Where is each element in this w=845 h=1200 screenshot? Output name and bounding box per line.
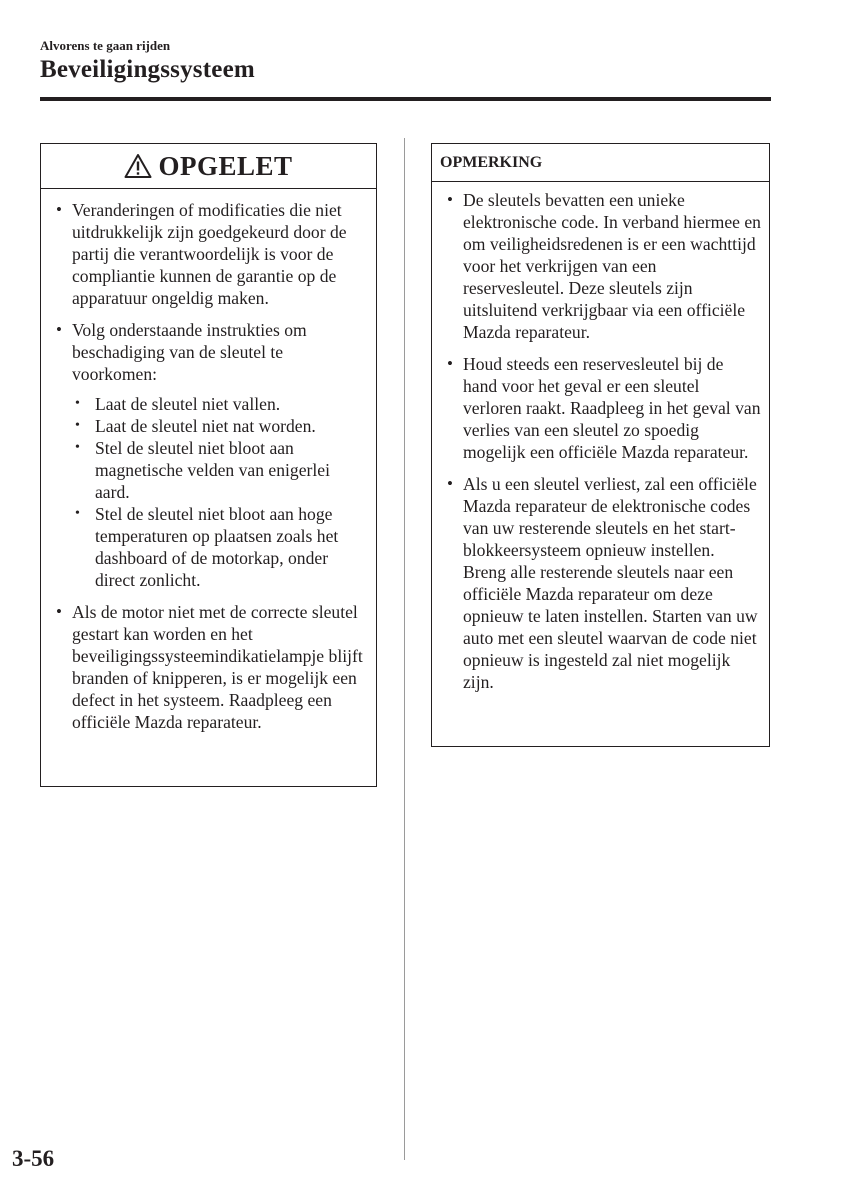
note-item-text: De sleutels bevatten een unieke elektronische code. In verband hiermee en om veiligheidsredenen is er een wachttijd voor het verkrijgen van een reservesleutel. Deze sleutels zijn uitsluitend verkrijgbaar via een officiële Mazda reparateur. (463, 190, 761, 342)
bullet-icon: • (447, 190, 453, 209)
caution-subitem (72, 503, 366, 591)
page-number: 3-56 (12, 1146, 55, 1171)
note-item-text: Als u een sleutel verliest, zal een officiële Mazda reparateur de elektronische codes van uw resterende sleutels en het start-blokkeersysteem opnieuw instellen. Breng alle resterende sleutels naar een officiële Mazda reparateur om deze opnieuw te laten instellen. Starten van uw auto met een sleutel waarvan de code niet opnieuw is ingesteld zal niet mogelijk zijn. (463, 474, 758, 692)
bullet-icon: • (56, 602, 62, 621)
note-header: OPMERKING (432, 144, 769, 182)
caution-item-text: Als de motor niet met de correcte sleutel gestart kan worden en het beveiligingssysteemindikatielampje blijft branden of knipperen, is er mogelijk een defect in het systeem. Raadpleeg een officiële Mazda reparateur. (72, 602, 363, 732)
caution-subitem (72, 393, 366, 415)
column-divider (404, 138, 405, 1160)
bullet-icon: • (447, 354, 453, 373)
warning-triangle-icon (124, 153, 152, 179)
small-bullet-icon: • (75, 418, 80, 433)
caution-subitem-text: Stel de sleutel niet bloot aan magnetische velden van enigerlei aard. (95, 438, 330, 502)
note-body (432, 182, 769, 693)
page-title: Beveiligingssysteem (40, 56, 255, 83)
caution-body (41, 189, 376, 733)
title-rule (40, 97, 771, 101)
caution-subitem-text: Laat de sleutel niet vallen. (95, 394, 281, 414)
bullet-icon: • (447, 474, 453, 493)
caution-sublist (72, 393, 366, 591)
small-bullet-icon: • (75, 440, 80, 455)
bullet-icon: • (56, 200, 62, 219)
caution-title: OPGELET (158, 150, 293, 181)
note-list (444, 189, 761, 693)
caution-box (40, 143, 377, 787)
caution-item-text: Volg onderstaande instrukties om beschadiging van de sleutel te voorkomen: (72, 320, 307, 384)
caution-subitem (72, 437, 366, 503)
caution-item (53, 319, 366, 591)
note-item (444, 189, 761, 343)
note-item (444, 473, 761, 693)
caution-item (53, 199, 366, 309)
caution-subitem-text: Laat de sleutel niet nat worden. (95, 416, 316, 436)
caution-item-text: Veranderingen of modificaties die niet uitdrukkelijk zijn goedgekeurd door de partij die verantwoordelijk is voor de compliantie kunnen de garantie op de apparatuur ongeldig maken. (72, 200, 347, 308)
caution-subitem (72, 415, 366, 437)
caution-header (41, 144, 376, 189)
note-item-text: Houd steeds een reservesleutel bij de hand voor het geval er een sleutel verloren raakt. Raadpleeg in het geval van verlies van een sleutel zo spoedig mogelijk een officiële Mazda reparateur. (463, 354, 761, 462)
caution-subitem-text: Stel de sleutel niet bloot aan hoge temperaturen op plaatsen zoals het dashboard of de motorkap, onder direct zonlicht. (95, 504, 339, 590)
small-bullet-icon: • (75, 396, 80, 411)
bullet-icon: • (56, 320, 62, 339)
caution-list (53, 199, 366, 733)
small-bullet-icon: • (75, 506, 80, 521)
caution-item (53, 601, 366, 733)
note-box (431, 143, 770, 747)
note-item (444, 353, 761, 463)
section-label: Alvorens te gaan rijden (40, 38, 171, 53)
